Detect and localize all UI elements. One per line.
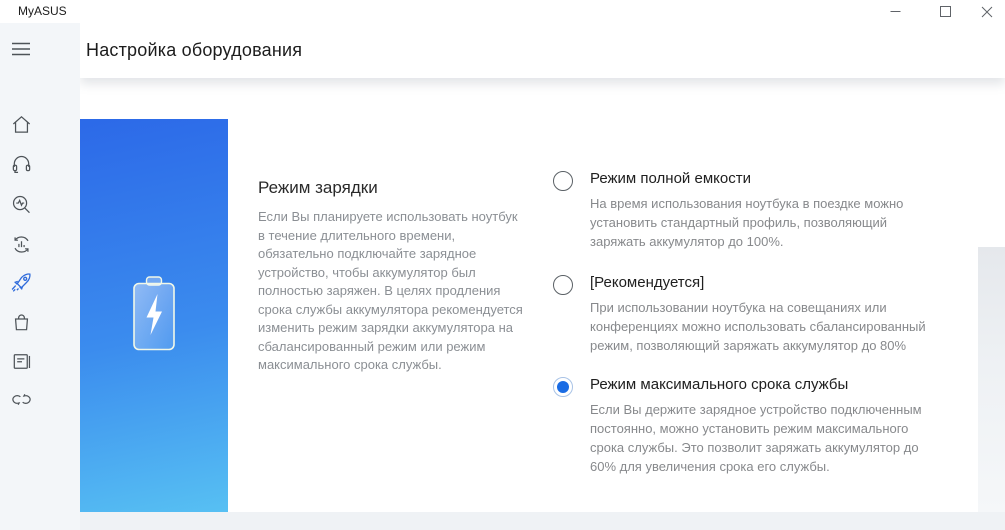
battery-illustration-panel: [80, 119, 228, 512]
hamburger-menu-icon: [11, 41, 31, 57]
minimize-button[interactable]: [872, 0, 918, 23]
option-balanced-mode[interactable]: [553, 274, 935, 355]
sidebar-item-home[interactable]: [7, 110, 35, 138]
software-update-icon: [10, 233, 33, 256]
option-description: При использовании ноутбука на совещаниях или конференциях можно использовать сбалансированный режим, позволяющий заряжать аккумулятор до 80%: [590, 300, 926, 353]
sidebar-item-system-diagnosis[interactable]: [7, 190, 35, 218]
news-icon: [10, 350, 33, 373]
hardware-settings-rocket-icon: [9, 271, 33, 295]
page-header: [80, 23, 1005, 78]
option-text: [590, 376, 935, 476]
maximize-button[interactable]: [922, 0, 968, 23]
option-label: Режим полной емкости: [590, 170, 751, 187]
sidebar-item-link-devices[interactable]: [7, 385, 35, 413]
radio-maximum-lifespan-mode[interactable]: [553, 377, 573, 397]
titlebar: [0, 0, 1005, 23]
option-full-capacity-mode[interactable]: [553, 170, 935, 251]
radio-balanced-mode[interactable]: [553, 275, 573, 295]
option-description: На время использования ноутбука в поездке можно установить стандартный профиль, позволяющий заряжать аккумулятор до 100%.: [590, 196, 904, 249]
link-devices-icon: [10, 388, 33, 411]
home-icon: [10, 113, 33, 136]
content-card: [80, 78, 1005, 512]
maximize-icon: [940, 6, 951, 17]
option-maximum-lifespan-mode[interactable]: [553, 376, 935, 476]
option-description: Если Вы держите зарядное устройство подключенным постоянно, можно установить режим максимального срока службы. Это позволит заряжать аккумулятор до 60% для увеличения срока его службы.: [590, 402, 922, 474]
hamburger-menu-button[interactable]: [7, 35, 35, 63]
vertical-scrollbar-thumb[interactable]: [978, 247, 1005, 512]
radio-full-capacity-mode[interactable]: [553, 171, 573, 191]
bottom-strip: [0, 512, 1005, 530]
sidebar-item-store[interactable]: [7, 308, 35, 336]
sidebar-item-software-update[interactable]: [7, 230, 35, 258]
minimize-icon: [890, 6, 901, 17]
window-title: MyASUS: [18, 4, 67, 18]
close-icon: [981, 6, 993, 18]
store-bag-icon: [10, 311, 33, 334]
section-description: Если Вы планируете использовать ноутбук в течение длительного времени, обязательно подключайте зарядное устройство, чтобы аккумулятор был полностью заряжен. В целях продления срока службы аккумулятора рекомендуется изменить режим зарядки аккумулятора на сбалансированный режим или режим максимального срока службы.: [258, 209, 523, 372]
customer-support-icon: [10, 153, 33, 176]
sidebar-item-news[interactable]: [7, 347, 35, 375]
battery-charging-icon: [131, 275, 177, 353]
section-title: Режим зарядки: [258, 178, 378, 197]
option-text: [590, 170, 935, 251]
option-label: [Рекомендуется]: [590, 274, 705, 291]
sidebar-item-hardware-settings[interactable]: [7, 269, 35, 297]
close-button[interactable]: [964, 0, 1005, 23]
sidebar: [0, 23, 80, 530]
option-text: [590, 274, 935, 355]
page-title: Настройка оборудования: [86, 40, 303, 60]
option-label: Режим максимального срока службы: [590, 376, 849, 393]
sidebar-item-customer-support[interactable]: [7, 150, 35, 178]
system-diagnosis-icon: [10, 193, 33, 216]
